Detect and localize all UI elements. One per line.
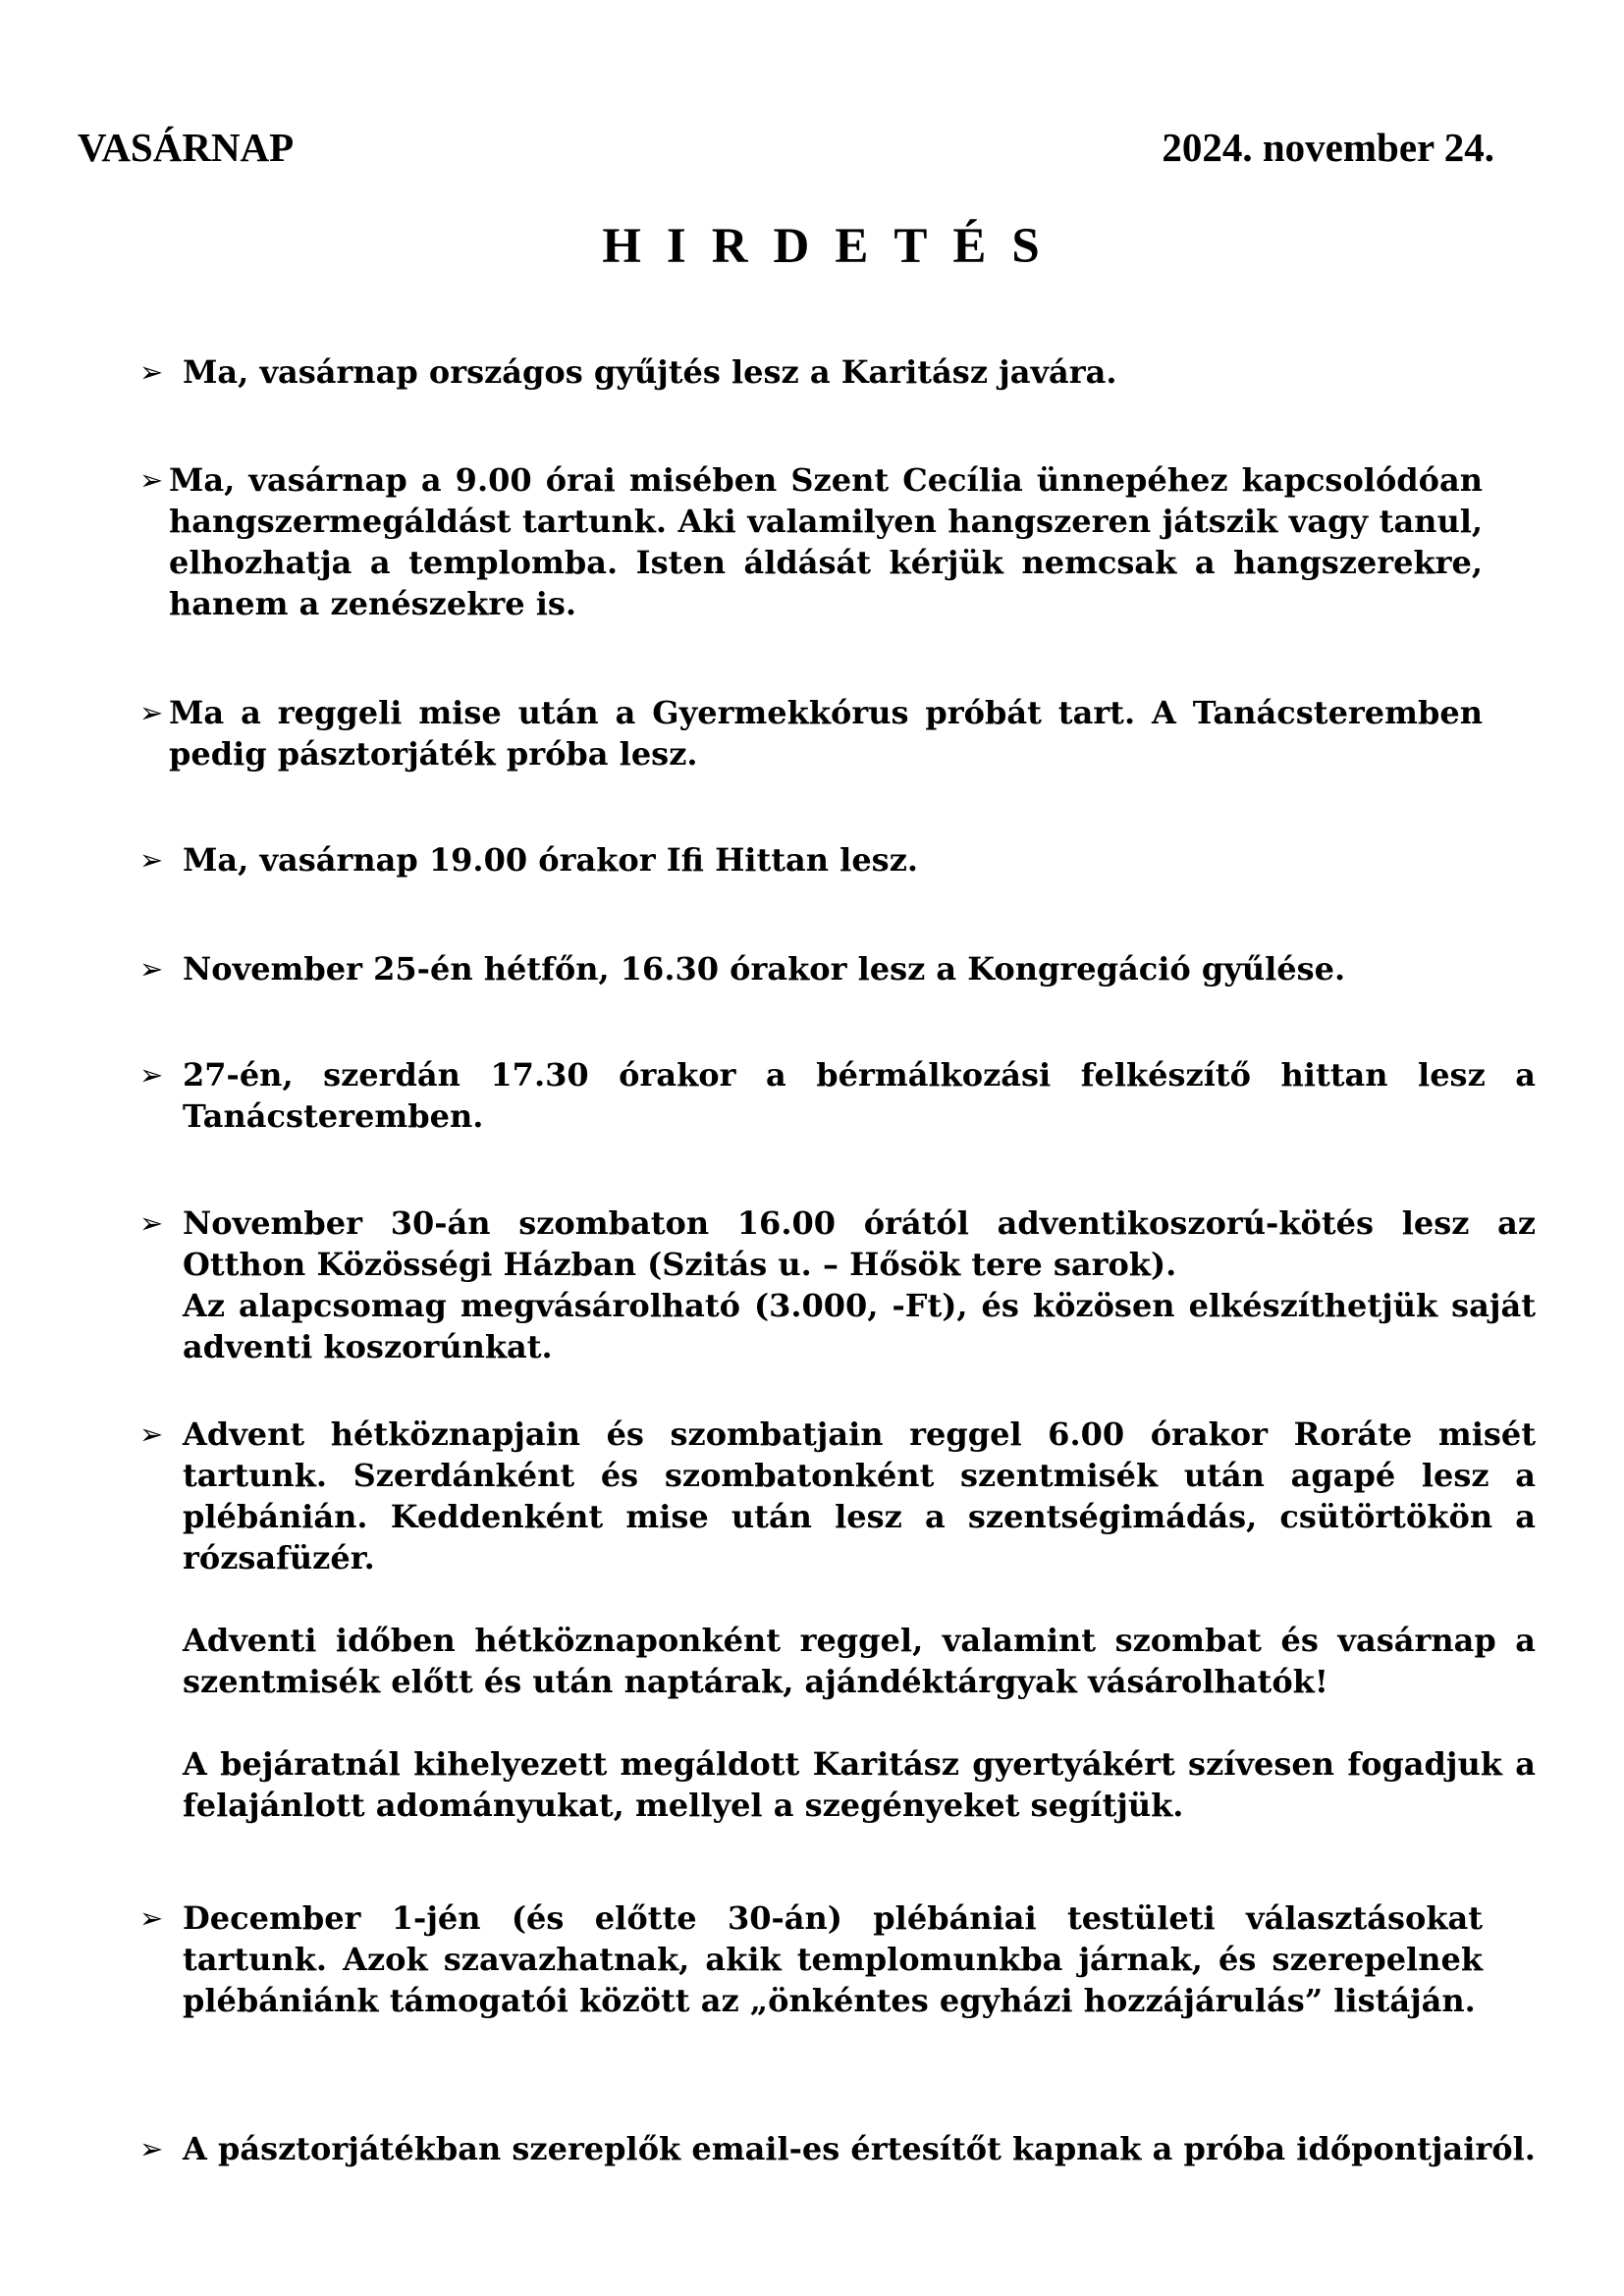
page-title: HIRDETÉS — [602, 219, 1065, 274]
announcement-text: Az alapcsomag megvásárolható (3.000, -Ft), és közösen elkészíthetjük saját adventi koszorúnkat. — [183, 1287, 1536, 1365]
arrow-bullet-icon: ➢ — [139, 463, 164, 497]
arrow-bullet-icon: ➢ — [139, 1901, 164, 1935]
announcement-item-2 — [139, 459, 1483, 624]
day-label: VASÁRNAP — [78, 125, 295, 170]
arrow-bullet-icon: ➢ — [139, 843, 164, 877]
announcement-item-1 — [139, 351, 1534, 393]
announcement-item-4 — [139, 839, 1534, 881]
announcement-item-8 — [139, 1414, 1536, 1826]
date-label: 2024. november 24. — [1162, 125, 1494, 170]
announcement-item-5 — [139, 948, 1534, 989]
arrow-bullet-icon: ➢ — [139, 2132, 164, 2165]
announcement-item-9 — [139, 1897, 1483, 2021]
announcement-item-10 — [139, 2128, 1536, 2169]
announcement-item-7 — [139, 1202, 1536, 1367]
announcement-text: November 25-én hétfőn, 16.30 órakor lesz a Kongregáció gyűlése. — [183, 950, 1346, 988]
arrow-bullet-icon: ➢ — [139, 1058, 164, 1092]
arrow-bullet-icon: ➢ — [139, 1206, 164, 1240]
announcement-item-3 — [139, 692, 1483, 774]
announcement-text: Adventi időben hétköznaponként reggel, valamint szombat és vasárnap a szentmisék előtt és után naptárak, ajándéktárgyak vásárolhatók! — [183, 1622, 1536, 1700]
arrow-bullet-icon: ➢ — [139, 355, 164, 389]
arrow-bullet-icon: ➢ — [139, 952, 164, 986]
announcement-text: 27-én, szerdán 17.30 órakor a bérmálkozási felkészítő hittan lesz a Tanácsteremben. — [183, 1056, 1536, 1135]
arrow-bullet-icon: ➢ — [139, 1417, 164, 1451]
announcement-text: Advent hétköznapjain és szombatjain reggel 6.00 órakor Roráte misét tartunk. Szerdánként és szombatonként szentmisék után agapé lesz a plébánián. Keddenként mise után lesz a szentségimádás, csütörtökön a rózsafüzér. — [183, 1415, 1536, 1576]
announcement-text: Ma a reggeli mise után a Gyermekkórus próbát tart. A Tanácsteremben pedig pásztorjáték próba lesz. — [169, 694, 1483, 773]
announcement-text: A pásztorjátékban szereplők email-es értesítőt kapnak a próba időpontjairól. — [183, 2130, 1536, 2167]
announcement-text: A bejáratnál kihelyezett megáldott Karitász gyertyákért szívesen fogadjuk a felajánlott adományukat, mellyel a szegényeket segítjük. — [183, 1745, 1536, 1824]
announcement-text: November 30-án szombaton 16.00 órától adventikoszorú-kötés lesz az Otthon Közösségi Házban (Szitás u. – Hősök tere sarok). — [183, 1204, 1536, 1283]
arrow-bullet-icon: ➢ — [139, 696, 164, 729]
announcement-text: Ma, vasárnap 19.00 órakor Ifi Hittan lesz. — [183, 841, 918, 879]
announcement-text: Ma, vasárnap a 9.00 órai misében Szent Cecília ünnepéhez kapcsolódóan hangszermegáldást tartunk. Aki valamilyen hangszeren játszik vagy tanul, elhozhatja a templomba. Isten áldását kérjük nemcsak a hangszerekre, hanem a zenészekre is. — [169, 461, 1483, 622]
announcement-item-6 — [139, 1054, 1536, 1137]
announcement-text: December 1-jén (és előtte 30-án) plébániai testületi választásokat tartunk. Azok szavazhatnak, akik templomunkba járnak, és szerepelnek plébániánk támogatói között az „önkéntes egyházi hozzájárulás” listáján. — [183, 1899, 1483, 2019]
announcement-text: Ma, vasárnap országos gyűjtés lesz a Karitász javára. — [183, 353, 1117, 391]
